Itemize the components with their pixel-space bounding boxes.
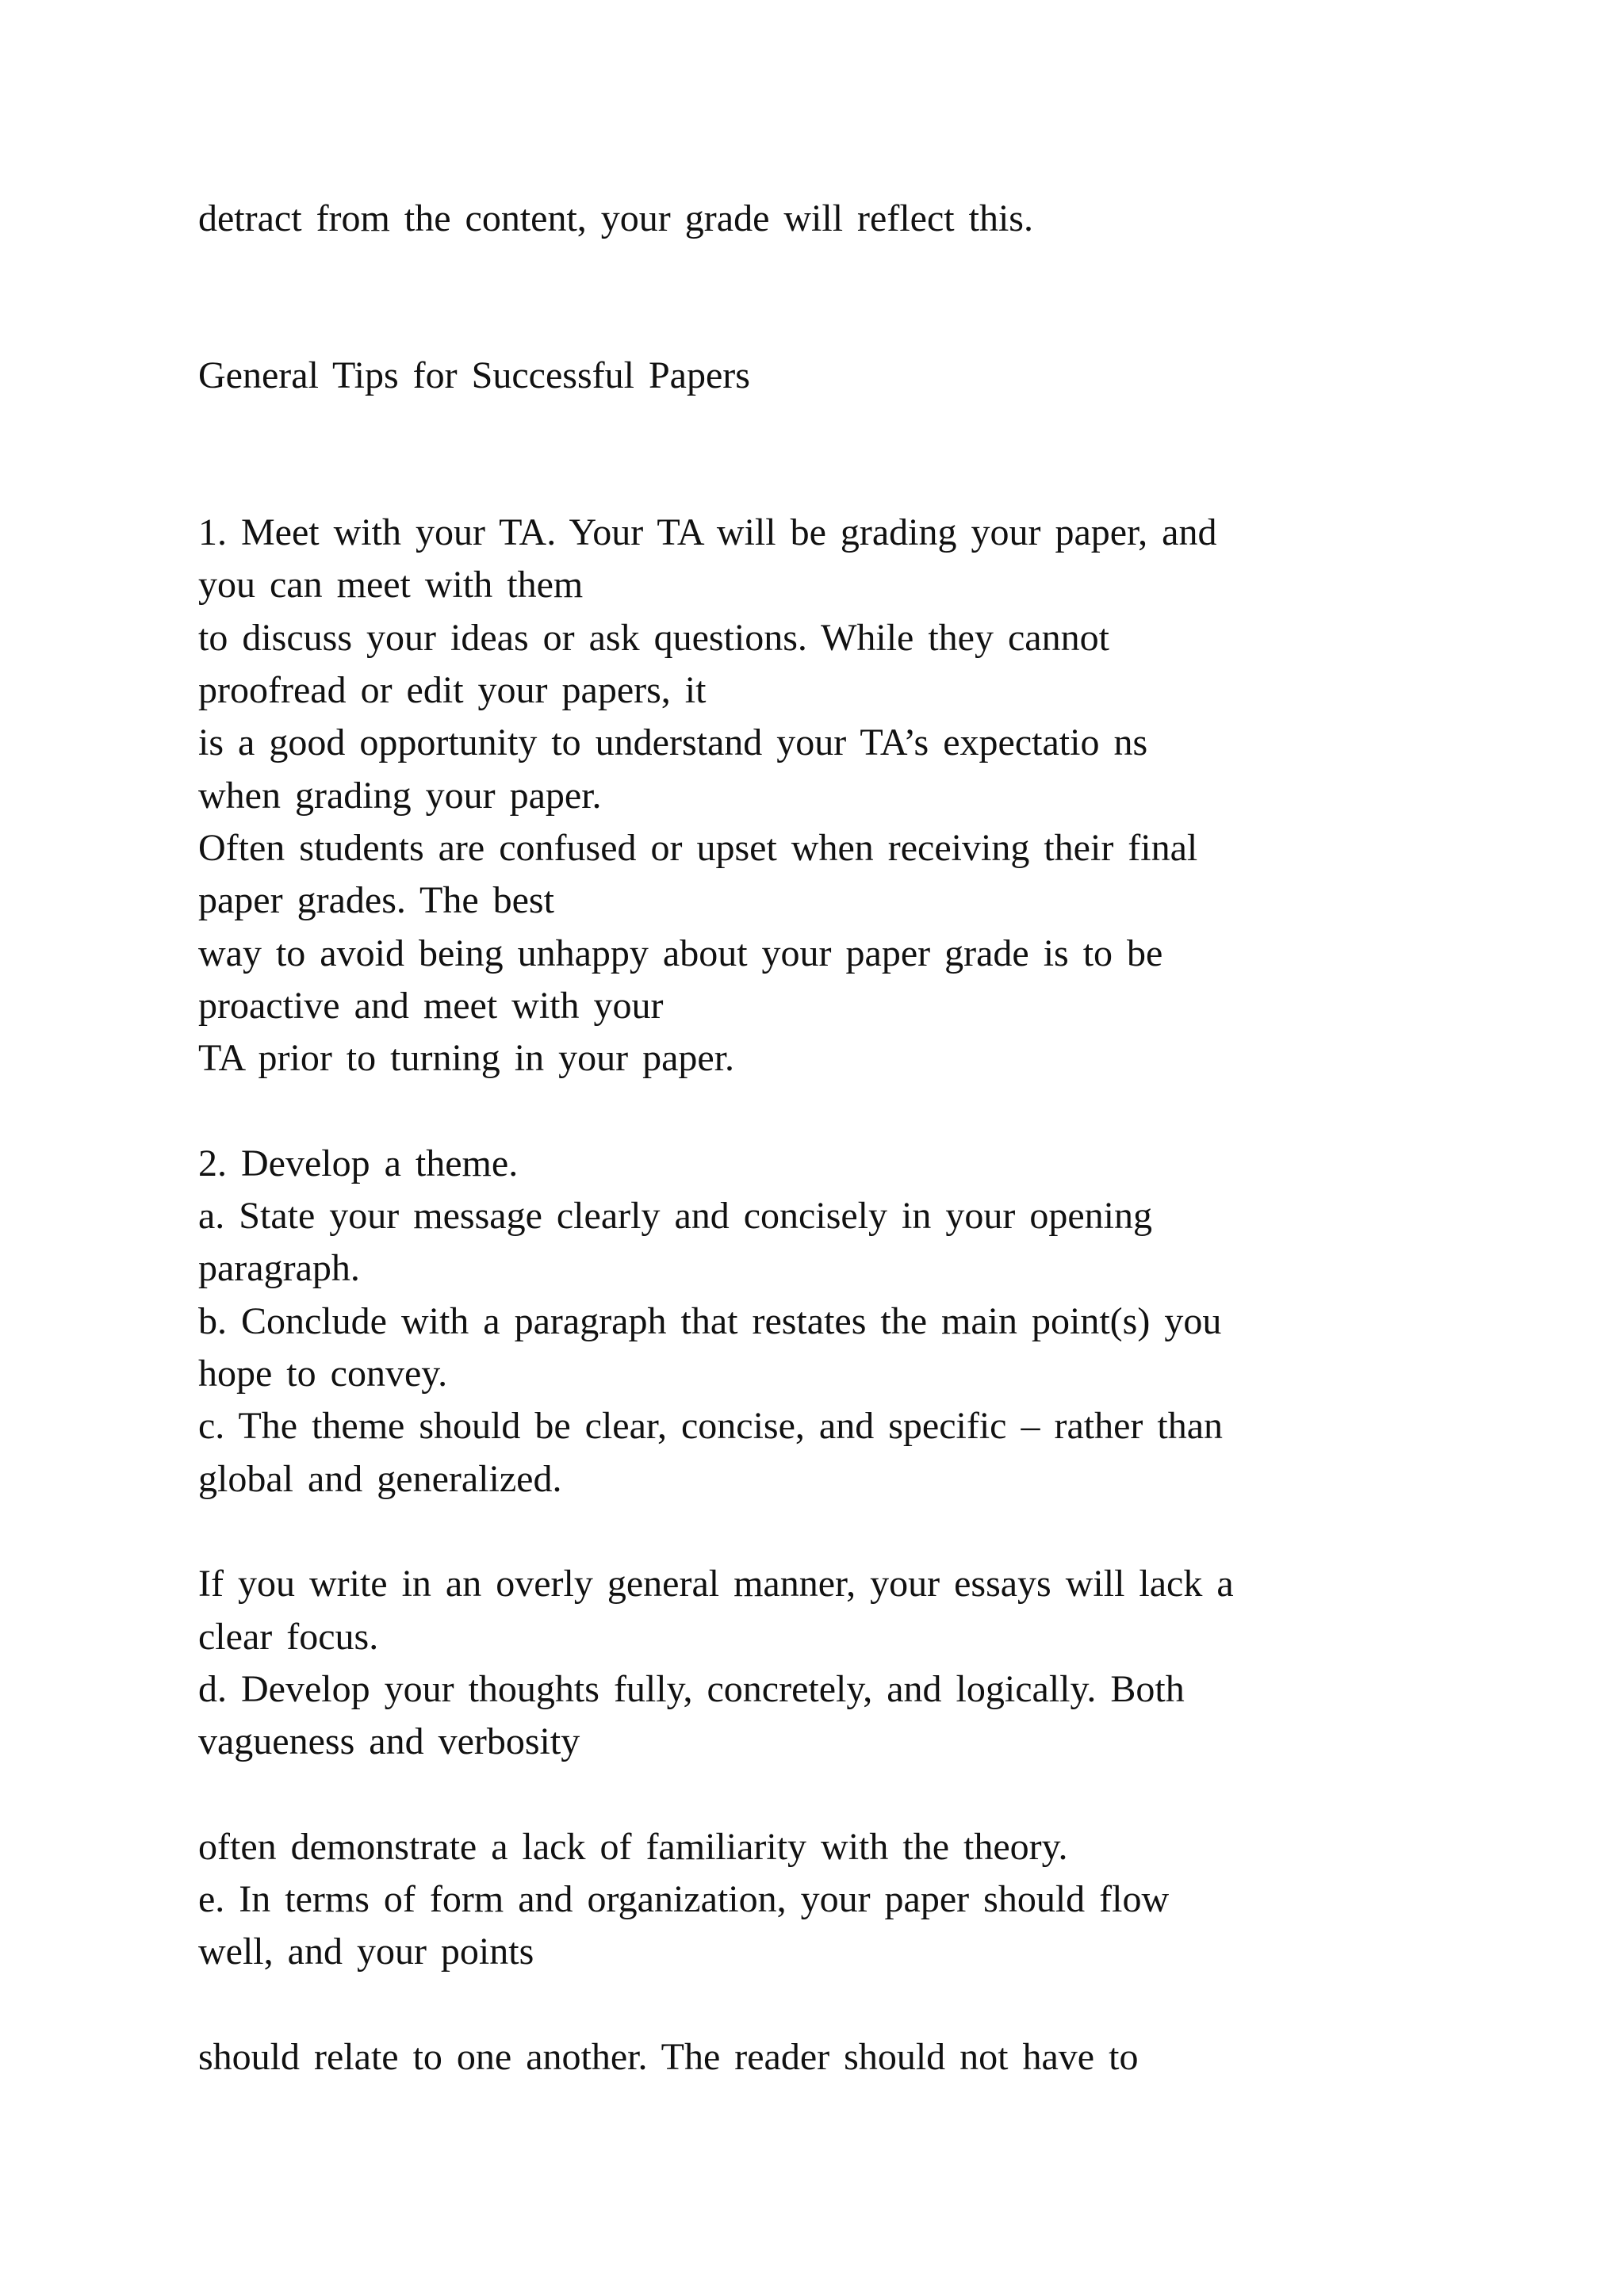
text-line: paragraph. xyxy=(198,1247,360,1289)
text-line: well, and your points xyxy=(198,1931,534,1973)
text-line: Often students are confused or upset when receiving their final xyxy=(198,827,1198,869)
text-line: TA prior to turning in your paper. xyxy=(198,1037,735,1079)
text-line: often demonstrate a lack of familiarity with the theory. xyxy=(198,1826,1068,1868)
text-line: to discuss your ideas or ask questions. While they cannot xyxy=(198,617,1109,659)
text-line: clear focus. xyxy=(198,1616,379,1658)
text-line: c. The theme should be clear, concise, and specific – rather than xyxy=(198,1405,1224,1447)
text-line: b. Conclude with a paragraph that restates the main point(s) you xyxy=(198,1300,1222,1342)
text-line: global and generalized. xyxy=(198,1458,562,1500)
text-line: d. Develop your thoughts fully, concretely, and logically. Both xyxy=(198,1668,1185,1710)
text-line: If you write in an overly general manner, your essays will lack a xyxy=(198,1563,1234,1605)
text-line: is a good opportunity to understand your TA’s expectatio ns xyxy=(198,721,1148,763)
text-line: proactive and meet with your xyxy=(198,985,664,1027)
text-line: vagueness and verbosity xyxy=(198,1720,580,1762)
text-line: paper grades. The best xyxy=(198,879,554,921)
section-heading: General Tips for Successful Papers xyxy=(198,354,750,396)
text-line: way to avoid being unhappy about your paper grade is to be xyxy=(198,932,1163,974)
text-line: you can meet with them xyxy=(198,564,584,606)
text-line: 2. Develop a theme. xyxy=(198,1142,519,1184)
text-line-intro: detract from the content, your grade will reflect this. xyxy=(198,197,1033,239)
text-line: proofread or edit your papers, it xyxy=(198,669,707,711)
text-line: e. In terms of form and organization, your paper should flow xyxy=(198,1878,1170,1920)
text-line: should relate to one another. The reader should not have to xyxy=(198,2036,1139,2078)
text-line: a. State your message clearly and concisely in your opening xyxy=(198,1195,1152,1237)
text-line: when grading your paper. xyxy=(198,775,602,817)
text-line: hope to convey. xyxy=(198,1353,448,1395)
text-line: 1. Meet with your TA. Your TA will be grading your paper, and xyxy=(198,511,1217,553)
